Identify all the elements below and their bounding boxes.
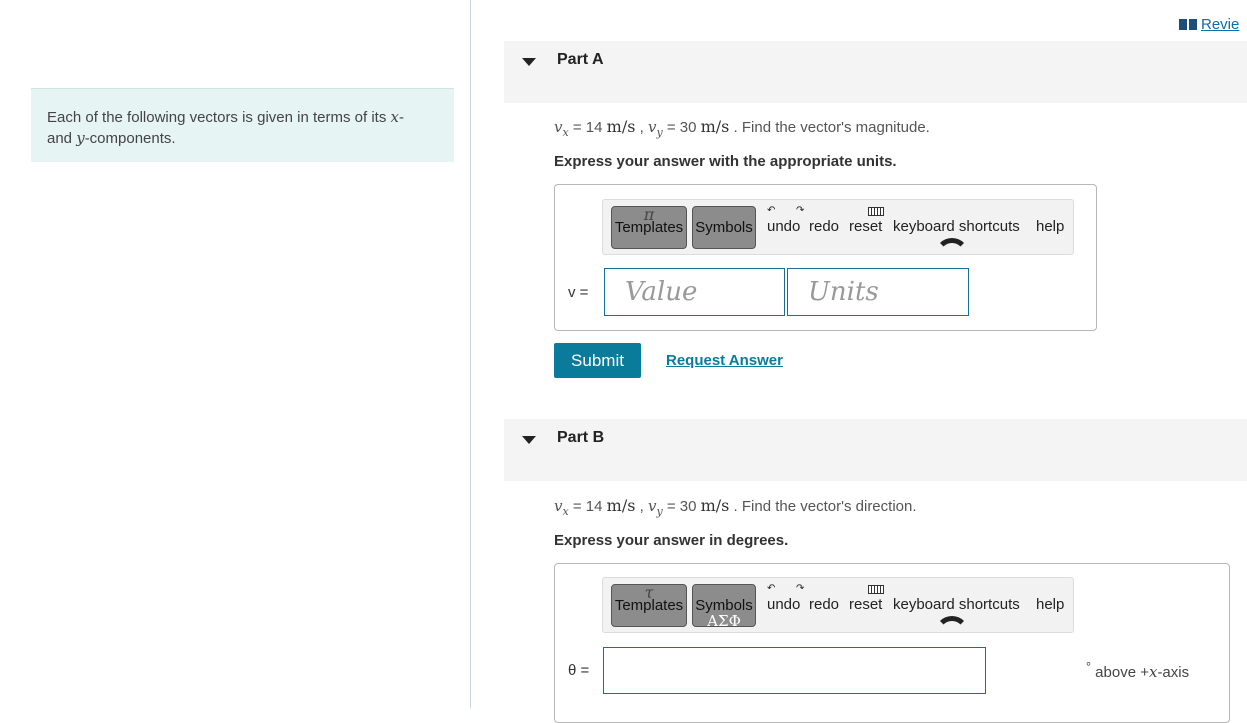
undo-arrow-icon: ↶ xyxy=(767,583,776,594)
angle-input[interactable] xyxy=(604,648,985,693)
units-input[interactable] xyxy=(788,269,968,315)
math-vy: v xyxy=(647,118,657,136)
intro-text: Each of the following vectors is given in terms of its xyxy=(47,109,391,126)
reset-button[interactable]: reset xyxy=(849,596,883,613)
templates-button[interactable] xyxy=(611,584,687,627)
unit-text: m/s xyxy=(606,496,636,515)
unit-text: m/s xyxy=(700,117,730,136)
math-vx-sub: x xyxy=(562,505,569,518)
submit-button[interactable]: Submit xyxy=(554,343,641,378)
keyboard-shortcuts-button[interactable]: keyboard shortcuts xyxy=(893,218,1020,235)
part-b-toolbar xyxy=(602,577,1074,633)
redo-button[interactable]: redo xyxy=(809,218,840,235)
part-a-header[interactable] xyxy=(504,41,1247,103)
eq-text: = 30 xyxy=(662,119,701,136)
angle-input-wrapper xyxy=(603,647,986,694)
undo-button[interactable]: undo xyxy=(767,218,801,235)
templates-label: Templates xyxy=(614,597,684,614)
math-vy-sub: y xyxy=(656,505,663,518)
templates-button[interactable] xyxy=(611,206,687,249)
sep-text: , xyxy=(635,498,648,515)
part-b-instruction: Express your answer in degrees. xyxy=(554,532,789,549)
math-v: v xyxy=(568,284,576,301)
intro-box xyxy=(31,88,454,162)
tau-icon: τ xyxy=(644,584,654,602)
intro-text-end: -components. xyxy=(84,130,176,147)
part-b-title: Part B xyxy=(557,429,605,446)
axis-text: -axis xyxy=(1157,664,1190,681)
math-theta: θ xyxy=(568,662,577,679)
symbols-label: Symbols xyxy=(695,597,753,614)
templates-label: Templates xyxy=(614,219,684,236)
math-y: y xyxy=(76,129,85,147)
request-answer-link[interactable]: Request Answer xyxy=(666,352,783,369)
part-a-var-label xyxy=(568,283,588,301)
redo-button[interactable]: redo xyxy=(809,596,840,613)
help-button[interactable]: help xyxy=(1036,596,1065,613)
reset-button[interactable]: reset xyxy=(849,218,883,235)
part-a-toolbar xyxy=(602,199,1074,255)
part-b-var-label xyxy=(568,661,589,679)
redo-arrow-icon: ↷ xyxy=(796,583,805,594)
intro-text-hyphen: - xyxy=(398,109,404,126)
symbols-label: Symbols xyxy=(695,219,753,236)
pi-icon: π xyxy=(643,206,655,224)
value-input[interactable] xyxy=(605,269,784,315)
loading-arc-icon xyxy=(935,616,969,650)
review-link-label: Revie xyxy=(1201,16,1240,33)
degree-mark: ° xyxy=(1086,660,1091,674)
value-input-wrapper xyxy=(604,268,785,316)
math-vy: v xyxy=(647,497,657,515)
question-tail: . Find the vector's magnitude. xyxy=(729,119,930,136)
collapse-triangle-icon[interactable] xyxy=(522,58,536,66)
greek-symbols-icon: ΑΣΦ xyxy=(707,612,741,627)
math-vx: v xyxy=(554,118,563,136)
above-text: above + xyxy=(1091,664,1149,681)
eq-text: = 14 xyxy=(568,498,607,515)
question-tail: . Find the vector's direction. xyxy=(729,498,917,515)
units-input-wrapper xyxy=(787,268,969,316)
part-a-title: Part A xyxy=(557,51,604,68)
degree-suffix xyxy=(1086,660,1189,681)
part-b-question xyxy=(554,496,917,518)
math-vy-sub: y xyxy=(656,126,663,139)
part-b-header[interactable] xyxy=(504,419,1247,481)
math-x: x xyxy=(390,108,399,126)
symbols-button[interactable] xyxy=(692,206,756,249)
undo-button[interactable]: undo xyxy=(767,596,801,613)
unit-text: m/s xyxy=(700,496,730,515)
math-x: x xyxy=(1148,663,1158,681)
math-vx-sub: x xyxy=(562,126,569,139)
keyboard-icon xyxy=(868,207,884,216)
redo-arrow-icon: ↷ xyxy=(796,205,805,216)
keyboard-icon xyxy=(868,585,884,594)
math-vx: v xyxy=(554,497,563,515)
equals-text: = xyxy=(575,284,589,301)
keyboard-shortcuts-button[interactable]: keyboard shortcuts xyxy=(893,596,1020,613)
eq-text: = 14 xyxy=(568,119,607,136)
part-a-question xyxy=(554,117,930,139)
intro-text-and: and xyxy=(47,130,77,147)
unit-text: m/s xyxy=(606,117,636,136)
sep-text: , xyxy=(635,119,648,136)
column-divider xyxy=(470,0,471,708)
review-link[interactable] xyxy=(1179,16,1239,33)
eq-text: = 30 xyxy=(662,498,701,515)
loading-arc-icon xyxy=(935,238,969,272)
undo-arrow-icon: ↶ xyxy=(767,205,776,216)
equals-text: = xyxy=(576,662,590,679)
collapse-triangle-icon[interactable] xyxy=(522,436,536,444)
book-icon xyxy=(1179,19,1197,30)
symbols-button[interactable] xyxy=(692,584,756,627)
part-a-instruction: Express your answer with the appropriate units. xyxy=(554,153,897,170)
help-button[interactable]: help xyxy=(1036,218,1065,235)
